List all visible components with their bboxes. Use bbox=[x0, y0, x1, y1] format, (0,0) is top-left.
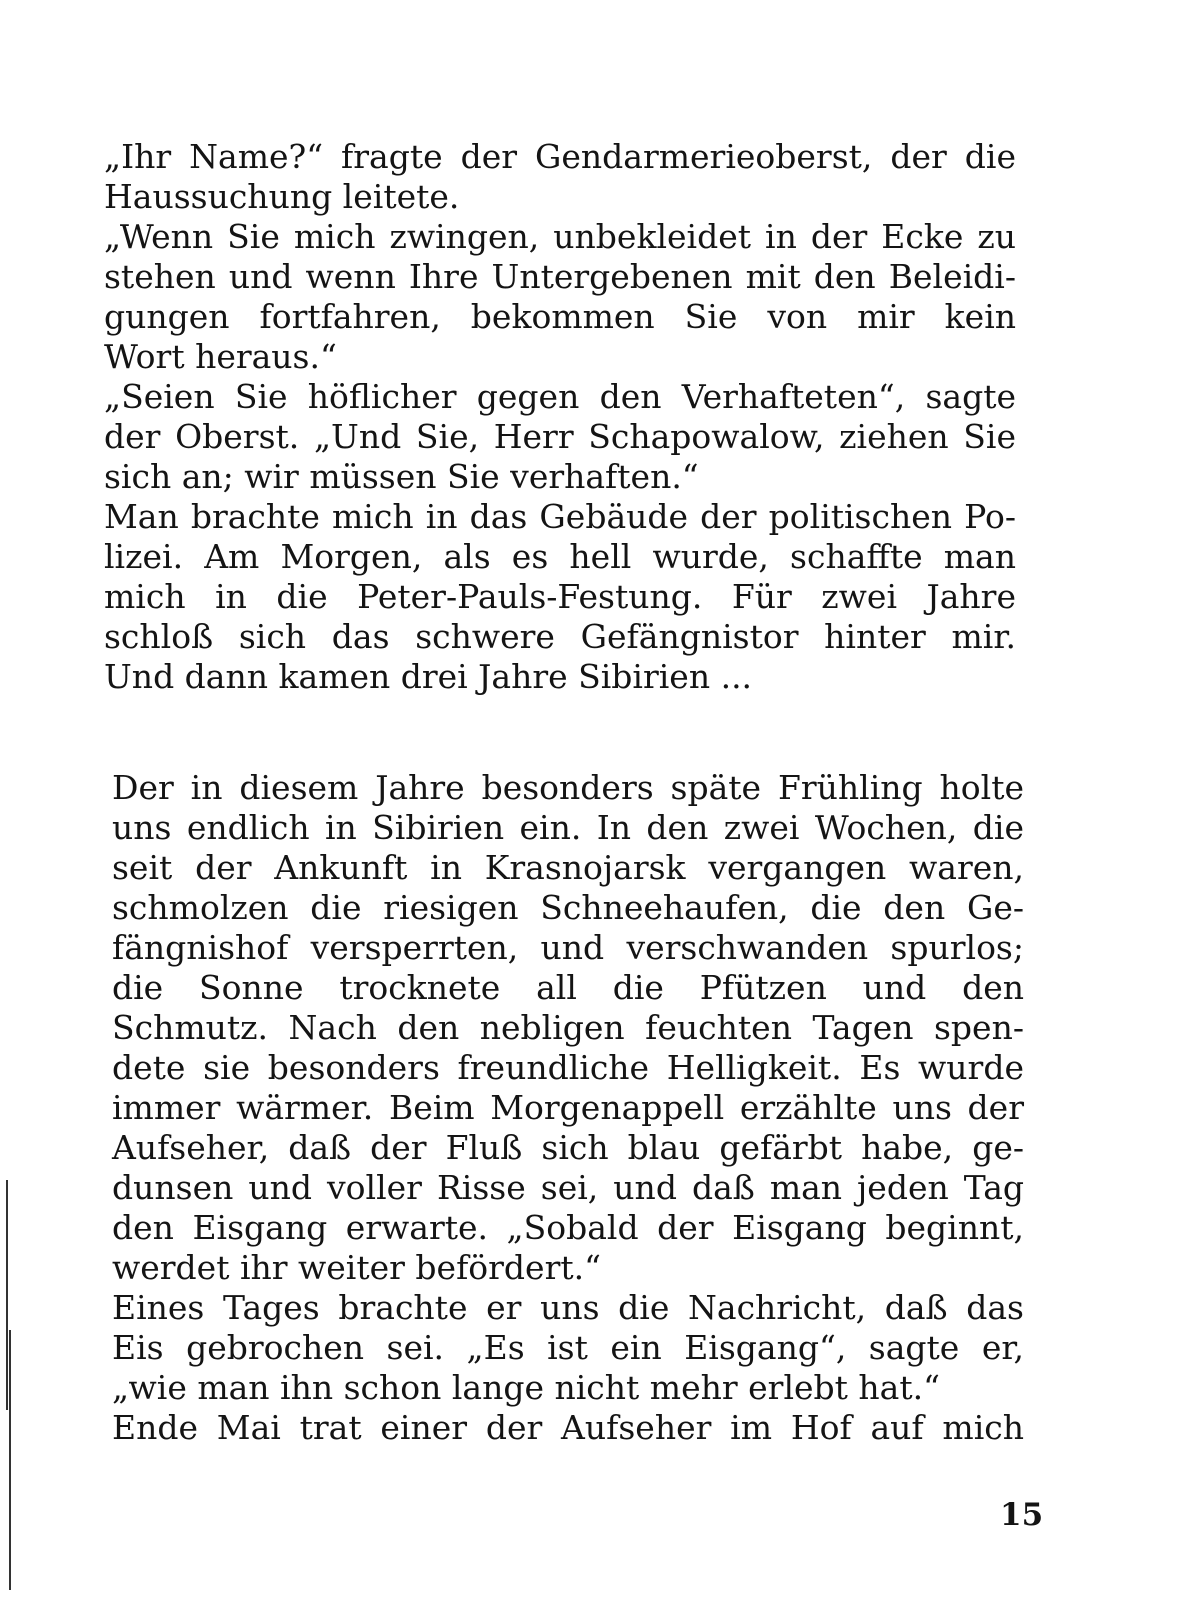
text-line: uns endlich in Sibirien ein. In den zwei Wochen, die bbox=[112, 808, 1024, 847]
text-line: schmolzen die riesigen Schneehaufen, die den Ge- bbox=[112, 888, 1024, 927]
text-line: Und dann kamen drei Jahre Sibirien ... bbox=[104, 657, 753, 696]
text-line: sich an; wir müssen Sie verhaften.“ bbox=[104, 457, 699, 496]
scan-edge-mark bbox=[6, 1180, 8, 1410]
text-block-siberia bbox=[112, 768, 1024, 1448]
text-line: Eis gebrochen sei. „Es ist ein Eisgang“, sagte er, bbox=[112, 1328, 1024, 1367]
text-line: werdet ihr weiter befördert.“ bbox=[112, 1248, 601, 1287]
page-number: 15 bbox=[1000, 1497, 1044, 1533]
scan-edge-mark bbox=[9, 1330, 11, 1590]
text-line: die Sonne trocknete all die Pfützen und den bbox=[112, 968, 1024, 1007]
text-line: schloß sich das schwere Gefängnistor hinter mir. bbox=[104, 617, 1016, 656]
text-line: Man brachte mich in das Gebäude der politischen Po- bbox=[104, 497, 1016, 536]
text-line: „Ihr Name?“ fragte der Gendarmerieoberst, der die bbox=[104, 137, 1016, 176]
text-line: dunsen und voller Risse sei, und daß man jeden Tag bbox=[112, 1168, 1024, 1207]
text-line: seit der Ankunft in Krasnojarsk vergangen waren, bbox=[112, 848, 1024, 887]
text-line: gungen fortfahren, bekommen Sie von mir kein bbox=[104, 297, 1016, 336]
text-line: „Seien Sie höflicher gegen den Verhafteten“, sagte bbox=[104, 377, 1016, 416]
text-line: den Eisgang erwarte. „Sobald der Eisgang beginnt, bbox=[112, 1208, 1024, 1247]
text-line: Eines Tages brachte er uns die Nachricht, daß das bbox=[112, 1288, 1024, 1327]
text-line: Schmutz. Nach den nebligen feuchten Tagen spen- bbox=[112, 1008, 1024, 1047]
text-line: immer wärmer. Beim Morgenappell erzählte uns der bbox=[112, 1088, 1024, 1127]
text-line: dete sie besonders freundliche Helligkeit. Es wurde bbox=[112, 1048, 1024, 1087]
text-line: lizei. Am Morgen, als es hell wurde, schaffte man bbox=[104, 537, 1016, 576]
text-line: „Wenn Sie mich zwingen, unbekleidet in der Ecke zu bbox=[104, 217, 1016, 256]
text-line: Der in diesem Jahre besonders späte Frühling holte bbox=[112, 768, 1024, 807]
text-block-arrest bbox=[104, 137, 1016, 697]
text-line: „wie man ihn schon lange nicht mehr erlebt hat.“ bbox=[112, 1368, 940, 1407]
text-line: fängnishof versperrten, und verschwanden spurlos; bbox=[112, 928, 1024, 967]
text-line: stehen und wenn Ihre Untergebenen mit den Beleidi- bbox=[104, 257, 1016, 296]
text-line: mich in die Peter-Pauls-Festung. Für zwei Jahre bbox=[104, 577, 1016, 616]
text-line: der Oberst. „Und Sie, Herr Schapowalow, ziehen Sie bbox=[104, 417, 1016, 456]
text-line: Wort heraus.“ bbox=[104, 337, 337, 376]
text-line: Aufseher, daß der Fluß sich blau gefärbt habe, ge- bbox=[112, 1128, 1024, 1167]
text-line: Haussuchung leitete. bbox=[104, 177, 460, 216]
text-line: Ende Mai trat einer der Aufseher im Hof auf mich bbox=[112, 1408, 1024, 1447]
